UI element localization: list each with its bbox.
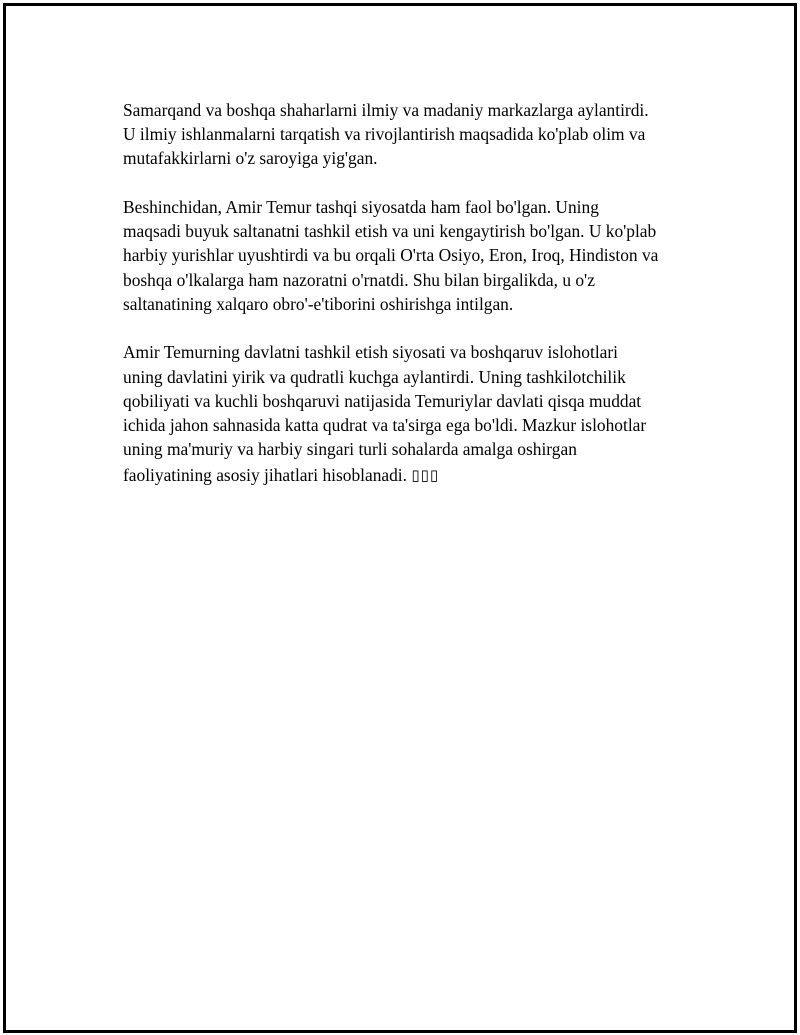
text-line: mutafakkirlarni o'z saroyiga yig'gan. [123,148,378,169]
text-line: ichida jahon sahnasida katta qudrat va ta'sirga ega bo'ldi. Mazkur islohotlar [123,415,647,436]
text-line: saltanatining xalqaro obro'-e'tiborini oshirishga intilgan. [123,293,514,314]
text-line-last [123,463,713,488]
text-line: U ilmiy ishlanmalarni tarqatish va rivojlantirish maqsadida ko'plab olim va [123,124,646,145]
text-line-content: faoliyatining asosiy jihatlari hisoblanadi. [123,465,407,486]
document-body [123,98,713,513]
text-line: harbiy yurishlar uyushtirdi va bu orqali O'rta Osiyo, Eron, Iroq, Hindiston va [123,245,659,266]
text-line: uning davlatini yirik va qudratli kuchga aylantirdi. Uning tashkilotchilik [123,366,626,387]
text-line: Beshinchidan, Amir Temur tashqi siyosatda ham faol bo'lgan. Uning [123,197,599,217]
text-line: boshqa o'lkalarga ham nazoratni o'rnatdi. Shu bilan birgalikda, u o'z [123,269,595,290]
document-page [3,3,797,1033]
text-line: Amir Temurning davlatni tashkil etish siyosati va boshqaruv islohotlari [123,342,618,363]
paragraph-3 [123,340,713,488]
missing-glyph-boxes: ▯▯▯ [411,468,440,485]
text-line: qobiliyati va kuchli boshqaruvi natijasida Temuriylar davlati qisqa muddat [123,390,642,411]
paragraph-1 [123,98,713,171]
text-line: Samarqand va boshqa shaharlarni ilmiy va madaniy markazlarga aylantirdi. [123,100,649,120]
text-line: maqsadi buyuk saltanatni tashkil etish va uni kengaytirish bo'lgan. U ko'plab [123,221,657,242]
text-line: uning ma'muriy va harbiy singari turli sohalarda amalga oshirgan [123,439,577,460]
paragraph-2 [123,195,713,316]
